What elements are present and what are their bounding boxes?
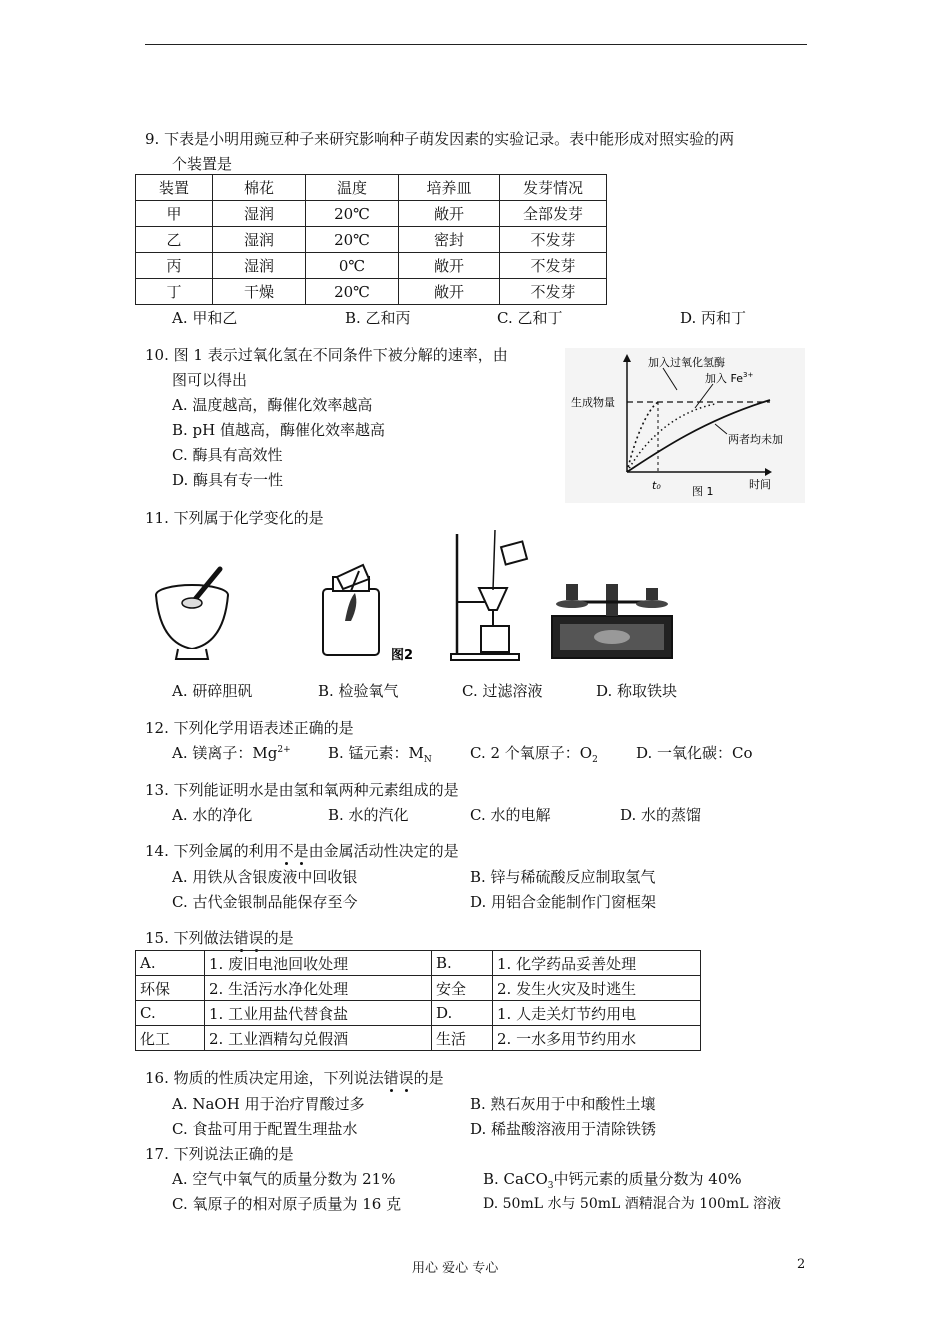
q17-b-post: 中钙元素的质量分数为 40% [553, 1170, 742, 1188]
q16-option-c[interactable]: C. 食盐可用于配置生理盐水 [172, 1120, 358, 1138]
filtration-stand-icon [445, 530, 535, 665]
q10-stem-cont: 图可以得出 [172, 371, 248, 389]
q16-stem-emphasis: 错 [383, 1069, 399, 1087]
q9-cell: 不发芽 [500, 253, 607, 279]
q15-d-1: 1. 人走关灯节约用电 [493, 1001, 701, 1026]
q12-a-text: A. 镁离子：Mg [172, 744, 278, 762]
q17-option-b[interactable] [483, 1168, 742, 1191]
q9-option-b[interactable]: B. 乙和丙 [345, 309, 411, 327]
q9-cell: 甲 [136, 201, 213, 227]
q12-b-sub: N [423, 755, 432, 765]
q13-option-a[interactable]: A. 水的净化 [172, 806, 253, 824]
footer-motto: 用心 爱心 专心 [412, 1261, 499, 1276]
q9-header-cell: 培养皿 [399, 175, 500, 201]
q12-a-sup: 2+ [277, 745, 291, 755]
q15-a-1: 1. 废旧电池回收处理 [205, 951, 432, 976]
x-axis-label: 时间 [749, 478, 771, 491]
q14-stem-post: 由金属活动性决定的是 [308, 842, 459, 860]
q16-option-b[interactable]: B. 熟石灰用于中和酸性土壤 [470, 1095, 656, 1113]
q9-cell: 敞开 [399, 253, 500, 279]
table-row [136, 227, 607, 253]
q9-option-d[interactable]: D. 丙和丁 [680, 309, 747, 327]
label-fe-prefix: 加入 Fe [705, 372, 743, 385]
q13-option-b[interactable]: B. 水的汽化 [328, 806, 409, 824]
q9-cell: 不发芽 [500, 227, 607, 253]
q9-cell: 湿润 [213, 253, 306, 279]
q15-tag-a[interactable]: A. [136, 951, 205, 976]
q10-option-a[interactable]: A. 温度越高，酶催化效率越高 [172, 396, 373, 414]
q14-option-c[interactable]: C. 古代金银制品能保存至今 [172, 893, 358, 911]
q9-stem-cont: 个装置是 [172, 155, 233, 173]
q9-header-cell: 装置 [136, 175, 213, 201]
q14-option-b[interactable]: B. 锌与稀硫酸反应制取氢气 [470, 868, 656, 886]
t0-label: t₀ [652, 479, 661, 492]
q17-b-pre: B. CaCO [483, 1170, 548, 1188]
q15-a-2: 2. 生活污水净化处理 [205, 976, 432, 1001]
q16-stem-post: 的是 [413, 1069, 444, 1087]
q15-d-2: 2. 一水多用节约用水 [493, 1026, 701, 1051]
fig2-label: 图2 [391, 648, 414, 663]
q9-cell: 丙 [136, 253, 213, 279]
table-row [136, 1001, 701, 1026]
table-row [136, 201, 607, 227]
gas-jar-icon [315, 563, 425, 663]
q12-c-text: C. 2 个氧原子：O [470, 744, 593, 762]
q9-option-c[interactable]: C. 乙和丁 [497, 309, 563, 327]
figure-caption: 图 1 [692, 485, 714, 498]
q17-option-a[interactable]: A. 空气中氧气的质量分数为 21% [172, 1170, 396, 1188]
q9-cell: 20℃ [306, 201, 399, 227]
q11-option-d[interactable]: D. 称取铁块 [596, 682, 678, 700]
q14-stem-emphasis: 不 [278, 842, 294, 860]
q15-table [135, 950, 701, 1051]
q17-b-sub: 3 [547, 1181, 554, 1191]
q17-stem: 17. 下列说法正确的是 [145, 1145, 294, 1163]
q10-option-c[interactable]: C. 酶具有高效性 [172, 446, 283, 464]
q11-option-a[interactable]: A. 研碎胆矾 [172, 682, 253, 700]
q14-option-d[interactable]: D. 用铝合金能制作门窗框架 [470, 893, 657, 911]
q14-stem-emphasis: 是 [293, 842, 309, 860]
q10-option-b[interactable]: B. pH 值越高，酶催化效率越高 [172, 421, 386, 439]
q9-cell: 全部发芽 [500, 201, 607, 227]
q9-cell: 20℃ [306, 279, 399, 305]
q15-stem-post: 的是 [263, 929, 294, 947]
q9-cell: 丁 [136, 279, 213, 305]
page-number: 2 [797, 1257, 806, 1272]
q12-b-text: B. 锰元素：M [328, 744, 424, 762]
q12-option-b[interactable] [328, 742, 432, 765]
q17-option-c[interactable]: C. 氧原子的相对原子质量为 16 克 [172, 1195, 402, 1213]
q10-option-d[interactable]: D. 酶具有专一性 [172, 471, 284, 489]
q15-tag-c[interactable]: C. [136, 1001, 205, 1026]
q15-tag-a-name: 环保 [136, 976, 205, 1001]
table-row [136, 279, 607, 305]
q11-stem: 11. 下列属于化学变化的是 [145, 509, 324, 527]
q13-option-d[interactable]: D. 水的蒸馏 [620, 806, 702, 824]
q9-cell: 20℃ [306, 227, 399, 253]
q12-option-d[interactable]: D. 一氧化碳：Co [636, 744, 753, 762]
mortar-pestle-icon [150, 565, 240, 665]
table-row [136, 253, 607, 279]
q12-option-c[interactable] [470, 742, 598, 765]
q11-option-c[interactable]: C. 过滤溶液 [462, 682, 543, 700]
q15-tag-d[interactable]: D. [432, 1001, 493, 1026]
q15-b-1: 1. 化学药品妥善处理 [493, 951, 701, 976]
q15-tag-c-name: 化工 [136, 1026, 205, 1051]
q9-header-cell: 温度 [306, 175, 399, 201]
q16-option-a[interactable]: A. NaOH 用于治疗胃酸过多 [172, 1095, 365, 1113]
q9-option-a[interactable]: A. 甲和乙 [172, 309, 238, 327]
q9-cell: 敞开 [399, 201, 500, 227]
label-none: 两者均未加 [728, 433, 783, 446]
q16-stem-pre: 16. 物质的性质决定用途，下列说法 [145, 1069, 384, 1087]
q12-option-a[interactable] [172, 742, 291, 763]
q12-stem: 12. 下列化学用语表述正确的是 [145, 719, 354, 737]
q9-cell: 不发芽 [500, 279, 607, 305]
q17-option-d[interactable]: D. 50mL 水与 50mL 酒精混合为 100mL 溶液 [483, 1196, 781, 1212]
q15-tag-b[interactable]: B. [432, 951, 493, 976]
table-row [136, 1026, 701, 1051]
q10-stem: 10. 图 1 表示过氧化氢在不同条件下被分解的速率，由 [145, 346, 508, 364]
y-axis-label: 生成物量 [571, 396, 615, 409]
q9-header-cell: 棉花 [213, 175, 306, 201]
q9-cell: 湿润 [213, 201, 306, 227]
q15-c-1: 1. 工业用盐代替食盐 [205, 1001, 432, 1026]
q9-table [135, 174, 607, 305]
label-enzyme: 加入过氧化氢酶 [648, 356, 725, 369]
q9-cell: 0℃ [306, 253, 399, 279]
q15-stem-emphasis: 误 [248, 929, 264, 947]
header-rule [145, 44, 807, 45]
q15-c-2: 2. 工业酒精勾兑假酒 [205, 1026, 432, 1051]
q15-stem-emphasis: 错 [233, 929, 249, 947]
q9-cell: 干燥 [213, 279, 306, 305]
balance-scale-icon [548, 570, 678, 665]
q11-option-b[interactable]: B. 检验氧气 [318, 682, 399, 700]
q12-c-sub: 2 [592, 755, 598, 765]
q14-stem-pre: 14. 下列金属的利用 [145, 842, 279, 860]
table-row [136, 951, 701, 976]
q9-cell: 密封 [399, 227, 500, 253]
q9-cell: 湿润 [213, 227, 306, 253]
q16-option-d[interactable]: D. 稀盐酸溶液用于清除铁锈 [470, 1120, 657, 1138]
q15-tag-d-name: 生活 [432, 1026, 493, 1051]
reaction-rate-figure [565, 348, 805, 503]
q9-stem: 9. 下表是小明用豌豆种子来研究影响种子萌发因素的实验记录。表中能形成对照实验的两 [145, 130, 735, 148]
table-row [136, 976, 701, 1001]
q14-option-a[interactable]: A. 用铁从含银废液中回收银 [172, 868, 358, 886]
q9-cell: 乙 [136, 227, 213, 253]
q13-stem: 13. 下列能证明水是由氢和氧两种元素组成的是 [145, 781, 459, 799]
label-fe-sup: 3+ [743, 371, 754, 379]
q13-option-c[interactable]: C. 水的电解 [470, 806, 551, 824]
q14-stem [145, 840, 459, 861]
q15-tag-b-name: 安全 [432, 976, 493, 1001]
q9-table-header [136, 175, 607, 201]
q15-stem [145, 927, 294, 948]
q9-header-cell: 发芽情况 [500, 175, 607, 201]
q16-stem [145, 1067, 444, 1088]
q9-cell: 敞开 [399, 279, 500, 305]
q15-b-2: 2. 发生火灾及时逃生 [493, 976, 701, 1001]
q15-stem-pre: 15. 下列做法 [145, 929, 234, 947]
q16-stem-emphasis: 误 [398, 1069, 414, 1087]
